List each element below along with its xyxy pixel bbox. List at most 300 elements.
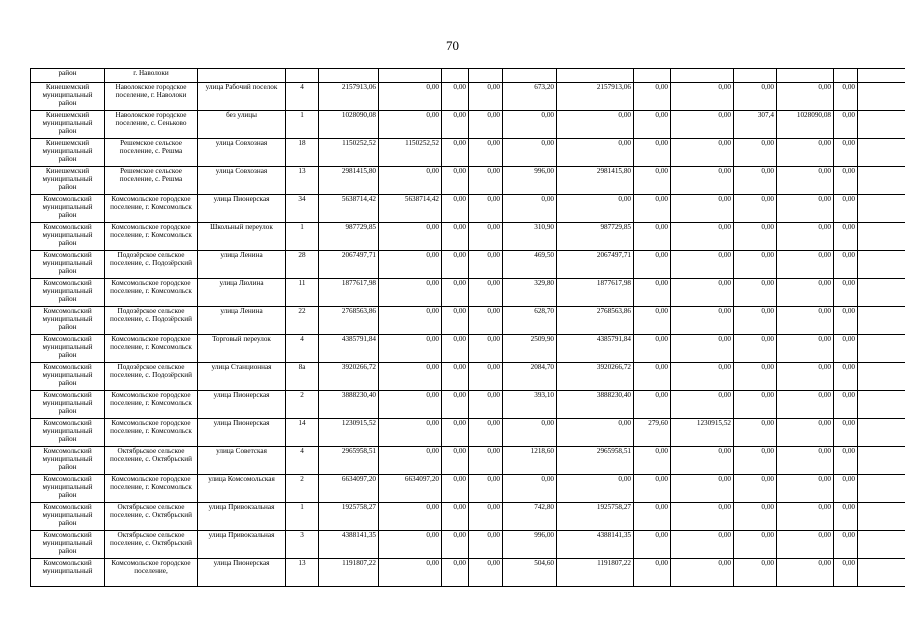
table-cell: 4385791,84 <box>557 335 634 363</box>
table-cell: Комсомольское городское поселение, г. Комсомольск <box>105 335 198 363</box>
table-cell: Комсомольский муниципальный район <box>31 223 105 251</box>
table-cell: 0,00 <box>671 251 734 279</box>
table-cell: 0,00 <box>734 223 777 251</box>
table-cell: 0,00 <box>469 279 503 307</box>
table-cell: район <box>31 69 105 83</box>
table-cell: 0,00 <box>671 279 734 307</box>
table-cell: 4 <box>286 83 319 111</box>
table-cell: 0,00 <box>469 559 503 587</box>
table-cell <box>198 69 286 83</box>
table-cell: 34 <box>286 195 319 223</box>
table-cell: 0,00 <box>777 475 834 503</box>
table-cell: 0,00 <box>634 139 671 167</box>
table-cell: 0,00 <box>734 391 777 419</box>
table-cell: Комсомольский муниципальный район <box>31 503 105 531</box>
table-cell-empty <box>858 139 905 167</box>
table-cell-empty <box>858 335 905 363</box>
table-cell: 0,00 <box>777 83 834 111</box>
table-cell: Комсомольское городское поселение, г. Комсомольск <box>105 195 198 223</box>
table-cell: 279,60 <box>634 419 671 447</box>
table-cell: 0,00 <box>442 139 469 167</box>
table-cell: 0,00 <box>777 559 834 587</box>
table-cell: 4385791,84 <box>319 335 379 363</box>
table-cell: 0,00 <box>634 475 671 503</box>
table-cell-empty <box>858 111 905 139</box>
table-row <box>31 111 905 139</box>
table-cell: 0,00 <box>442 531 469 559</box>
table-cell: 0,00 <box>379 307 442 335</box>
table-cell: 0,00 <box>379 251 442 279</box>
table-cell: улица Пионерская <box>198 391 286 419</box>
table-cell: Комсомольский муниципальный район <box>31 195 105 223</box>
table-cell: 0,00 <box>671 195 734 223</box>
table-cell: 0,00 <box>557 111 634 139</box>
table-cell: 0,00 <box>834 195 858 223</box>
table-cell: 0,00 <box>671 447 734 475</box>
table-cell: 0,00 <box>671 307 734 335</box>
table-cell: Наволокское городское поселение, с. Сеньково <box>105 111 198 139</box>
table-cell: 0,00 <box>469 419 503 447</box>
table-cell: 1 <box>286 503 319 531</box>
table-cell: Комсомольский муниципальный район <box>31 335 105 363</box>
table-cell: 987729,85 <box>557 223 634 251</box>
table-cell: улица Люлина <box>198 279 286 307</box>
table-cell: улица Пионерская <box>198 419 286 447</box>
table-cell: 0,00 <box>634 279 671 307</box>
table-cell: 0,00 <box>469 447 503 475</box>
table-cell: Подозёрское сельское поселение, с. Подозёрский <box>105 251 198 279</box>
table-cell: 0,00 <box>777 167 834 195</box>
table-cell: 1028090,08 <box>319 111 379 139</box>
table-cell-empty <box>858 391 905 419</box>
table-cell: улица Советская <box>198 447 286 475</box>
table-cell: 0,00 <box>379 83 442 111</box>
table-cell: 469,50 <box>503 251 557 279</box>
table-cell: 0,00 <box>834 111 858 139</box>
table-cell: 0,00 <box>557 419 634 447</box>
table-cell: 0,00 <box>777 195 834 223</box>
table-cell: 0,00 <box>671 531 734 559</box>
table-cell: 0,00 <box>557 139 634 167</box>
table-cell <box>634 69 671 83</box>
table-cell: 0,00 <box>834 391 858 419</box>
table-cell <box>442 69 469 83</box>
table-cell: 5638714,42 <box>319 195 379 223</box>
table-cell: 8а <box>286 363 319 391</box>
table-cell: Комсомольский муниципальный район <box>31 307 105 335</box>
table-cell: 1230915,52 <box>671 419 734 447</box>
table-cell: 0,00 <box>671 363 734 391</box>
table-cell: 0,00 <box>671 139 734 167</box>
table-cell: 0,00 <box>777 335 834 363</box>
table-cell: 0,00 <box>734 559 777 587</box>
table-cell: Комсомольский муниципальный район <box>31 419 105 447</box>
table-cell: 2768563,86 <box>557 307 634 335</box>
table-cell: 0,00 <box>503 475 557 503</box>
table-cell: 0,00 <box>834 447 858 475</box>
table-cell: 18 <box>286 139 319 167</box>
table-cell: 0,00 <box>671 559 734 587</box>
table-cell <box>557 69 634 83</box>
table-cell: улица Привокзальная <box>198 503 286 531</box>
table-cell <box>858 69 905 83</box>
table-cell: 0,00 <box>469 167 503 195</box>
table-cell: 0,00 <box>671 503 734 531</box>
table-cell: 0,00 <box>469 335 503 363</box>
table-cell: 996,00 <box>503 531 557 559</box>
table-cell: 0,00 <box>834 139 858 167</box>
table-cell: 0,00 <box>777 139 834 167</box>
table-cell: 6634097,20 <box>319 475 379 503</box>
table-cell: 0,00 <box>469 195 503 223</box>
table-cell-empty <box>858 167 905 195</box>
table-cell: 0,00 <box>557 195 634 223</box>
table-cell: 0,00 <box>379 447 442 475</box>
table-cell: 0,00 <box>834 559 858 587</box>
table-cell: Комсомольское городское поселение, г. Комсомольск <box>105 475 198 503</box>
table-cell: 742,80 <box>503 503 557 531</box>
table-cell: 1877617,98 <box>557 279 634 307</box>
table-cell: 0,00 <box>634 223 671 251</box>
table-cell: Комсомольский муниципальный район <box>31 475 105 503</box>
table-cell: 0,00 <box>442 111 469 139</box>
table-cell: 2157913,06 <box>319 83 379 111</box>
table-cell: 0,00 <box>734 363 777 391</box>
table-cell: Комсомольский муниципальный район <box>31 531 105 559</box>
table-cell: Школьный переулок <box>198 223 286 251</box>
table-row <box>31 167 905 195</box>
table-cell: 0,00 <box>442 279 469 307</box>
table-cell: 2768563,86 <box>319 307 379 335</box>
table-cell: 0,00 <box>777 279 834 307</box>
table-cell: 0,00 <box>834 335 858 363</box>
table-cell-empty <box>858 475 905 503</box>
table-cell: 4388141,35 <box>319 531 379 559</box>
table-cell: Октябрьское сельское поселение, с. Октябрьский <box>105 447 198 475</box>
table-cell: 0,00 <box>442 83 469 111</box>
table-cell: 2067497,71 <box>319 251 379 279</box>
table-cell: 0,00 <box>671 111 734 139</box>
table-cell: улица Совхозная <box>198 167 286 195</box>
table-cell: 0,00 <box>442 223 469 251</box>
table-cell: улица Пионерская <box>198 559 286 587</box>
table-cell <box>319 69 379 83</box>
table-cell: 996,00 <box>503 167 557 195</box>
table-cell: 329,80 <box>503 279 557 307</box>
table-cell: 1230915,52 <box>319 419 379 447</box>
table-cell: 2965958,51 <box>557 447 634 475</box>
table-cell: улица Ленина <box>198 251 286 279</box>
table-row <box>31 419 905 447</box>
table-cell: 1191807,22 <box>557 559 634 587</box>
table-cell: 0,00 <box>671 167 734 195</box>
table-row <box>31 195 905 223</box>
table-cell: 0,00 <box>734 503 777 531</box>
table-cell: 4388141,35 <box>557 531 634 559</box>
table-cell: 310,90 <box>503 223 557 251</box>
table-cell: 0,00 <box>503 139 557 167</box>
table-cell: 0,00 <box>834 307 858 335</box>
table-cell-empty <box>858 419 905 447</box>
table-row <box>31 559 905 587</box>
table-cell-empty <box>858 363 905 391</box>
table-cell: 0,00 <box>777 363 834 391</box>
table-cell: 0,00 <box>634 195 671 223</box>
table-cell-empty <box>858 83 905 111</box>
table-cell: улица Рабочий поселок <box>198 83 286 111</box>
table-cell: без улицы <box>198 111 286 139</box>
table-cell: Комсомольское городское поселение, г. Комсомольск <box>105 419 198 447</box>
table-cell: 0,00 <box>634 167 671 195</box>
table-cell-empty <box>858 559 905 587</box>
table-cell: 0,00 <box>777 531 834 559</box>
table-cell: 3888230,40 <box>319 391 379 419</box>
table-cell: 0,00 <box>379 391 442 419</box>
table-cell: 0,00 <box>734 475 777 503</box>
table-cell: 0,00 <box>469 363 503 391</box>
table-cell: 0,00 <box>442 335 469 363</box>
table-cell <box>671 69 734 83</box>
table-cell <box>469 69 503 83</box>
table-cell: 0,00 <box>442 251 469 279</box>
table-cell: 987729,85 <box>319 223 379 251</box>
table-cell: Комсомольский муниципальный район <box>31 391 105 419</box>
table-cell-empty <box>858 251 905 279</box>
table-cell: 0,00 <box>442 419 469 447</box>
table-cell: 0,00 <box>634 335 671 363</box>
table-cell: улица Ленина <box>198 307 286 335</box>
table-cell: 0,00 <box>469 251 503 279</box>
table-cell: 504,60 <box>503 559 557 587</box>
table-cell: 0,00 <box>469 391 503 419</box>
table-cell: 22 <box>286 307 319 335</box>
table-cell: 0,00 <box>469 503 503 531</box>
table-row <box>31 223 905 251</box>
table-cell-empty <box>858 195 905 223</box>
table-cell: 0,00 <box>442 167 469 195</box>
table-cell: 0,00 <box>469 475 503 503</box>
table-cell: 0,00 <box>777 391 834 419</box>
table-cell: 0,00 <box>634 559 671 587</box>
table-cell: Подозёрское сельское поселение, с. Подозёрский <box>105 363 198 391</box>
table-cell: 0,00 <box>469 531 503 559</box>
table-cell: Комсомольский муниципальный район <box>31 447 105 475</box>
table-cell: 0,00 <box>634 391 671 419</box>
table-cell: 13 <box>286 559 319 587</box>
table-cell: 0,00 <box>634 307 671 335</box>
table-cell: 0,00 <box>834 503 858 531</box>
table-cell: 0,00 <box>734 419 777 447</box>
table-cell: 0,00 <box>442 447 469 475</box>
table-cell: 1877617,98 <box>319 279 379 307</box>
table-cell: Октябрьское сельское поселение, с. Октябрьский <box>105 531 198 559</box>
table-cell: 0,00 <box>379 111 442 139</box>
table-cell: 0,00 <box>734 139 777 167</box>
table-cell: 1028090,08 <box>777 111 834 139</box>
table-cell: 0,00 <box>777 251 834 279</box>
table-cell: 0,00 <box>379 335 442 363</box>
table-cell: 14 <box>286 419 319 447</box>
table-cell: 0,00 <box>671 223 734 251</box>
table-cell-empty <box>858 279 905 307</box>
table-cell: 0,00 <box>834 475 858 503</box>
table-cell: 0,00 <box>777 223 834 251</box>
table-cell: 628,70 <box>503 307 557 335</box>
table-cell: Комсомольский муниципальный район <box>31 363 105 391</box>
table-cell: 2981415,80 <box>319 167 379 195</box>
table-cell: 4 <box>286 447 319 475</box>
table-cell: Кинешемский муниципальный район <box>31 111 105 139</box>
table-cell-empty <box>858 307 905 335</box>
table-cell: 5638714,42 <box>379 195 442 223</box>
table-cell: 1150252,52 <box>379 139 442 167</box>
table-cell: 0,00 <box>442 307 469 335</box>
table-cell <box>734 69 777 83</box>
table-cell: Кинешемский муниципальный район <box>31 139 105 167</box>
table-cell: 0,00 <box>379 223 442 251</box>
table-cell: 0,00 <box>469 111 503 139</box>
table-cell: Подозёрское сельское поселение, с. Подозёрский <box>105 307 198 335</box>
table-cell: 2 <box>286 391 319 419</box>
table-cell: Комсомольский муниципальный район <box>31 251 105 279</box>
table-cell: 0,00 <box>834 251 858 279</box>
table-cell: Октябрьское сельское поселение, с. Октябрьский <box>105 503 198 531</box>
table-cell: 0,00 <box>734 279 777 307</box>
table-cell: 673,20 <box>503 83 557 111</box>
table-cell: 0,00 <box>834 167 858 195</box>
table-cell: 0,00 <box>469 223 503 251</box>
table-row <box>31 335 905 363</box>
table-cell: 0,00 <box>442 195 469 223</box>
table-cell-empty <box>858 503 905 531</box>
table-cell: 1191807,22 <box>319 559 379 587</box>
table-cell: 0,00 <box>442 503 469 531</box>
table-cell: 0,00 <box>442 363 469 391</box>
table-cell: 393,10 <box>503 391 557 419</box>
table-cell-empty <box>858 223 905 251</box>
table-cell: 0,00 <box>379 279 442 307</box>
table-cell: 0,00 <box>469 139 503 167</box>
table-row <box>31 503 905 531</box>
table-row-continuation <box>31 69 905 83</box>
table-cell: 0,00 <box>442 559 469 587</box>
table-cell: 0,00 <box>834 279 858 307</box>
table-cell: 0,00 <box>671 335 734 363</box>
page-number: 70 <box>446 38 459 53</box>
table-cell: 2509,90 <box>503 335 557 363</box>
table-cell: Комсомольское городское поселение, г. Комсомольск <box>105 223 198 251</box>
table-cell: 2981415,80 <box>557 167 634 195</box>
table-cell: 3888230,40 <box>557 391 634 419</box>
table-cell <box>379 69 442 83</box>
data-table <box>30 68 905 587</box>
table-cell: Кинешемский муниципальный район <box>31 83 105 111</box>
table-cell: 0,00 <box>634 111 671 139</box>
table-cell: 0,00 <box>379 363 442 391</box>
table-cell: 0,00 <box>671 475 734 503</box>
table-cell: 0,00 <box>671 391 734 419</box>
table-cell: Решемское сельское поселение, с. Решма <box>105 139 198 167</box>
table-cell: 307,4 <box>734 111 777 139</box>
table-row <box>31 279 905 307</box>
table-cell-empty <box>858 531 905 559</box>
table-cell: г. Наволоки <box>105 69 198 83</box>
table-row <box>31 251 905 279</box>
table-cell: 0,00 <box>442 391 469 419</box>
table-cell <box>503 69 557 83</box>
table-cell: Комсомольский муниципальный район <box>31 279 105 307</box>
table-cell: Кинешемский муниципальный район <box>31 167 105 195</box>
table-cell: 0,00 <box>734 167 777 195</box>
table-cell: 1 <box>286 223 319 251</box>
table-cell: 0,00 <box>671 83 734 111</box>
table-row <box>31 363 905 391</box>
table-cell: улица Совхозная <box>198 139 286 167</box>
table-cell: Наволокское городское поселение, г. Наволоки <box>105 83 198 111</box>
table-cell: 1925758,27 <box>319 503 379 531</box>
table-row <box>31 531 905 559</box>
table-cell: 0,00 <box>734 195 777 223</box>
table-row <box>31 307 905 335</box>
table-cell: 0,00 <box>379 167 442 195</box>
table-cell: улица Станционная <box>198 363 286 391</box>
table-cell: 0,00 <box>634 503 671 531</box>
table-cell: Комсомольское городское поселение, <box>105 559 198 587</box>
table-cell: 0,00 <box>634 83 671 111</box>
table-cell: 2067497,71 <box>557 251 634 279</box>
table-cell: улица Привокзальная <box>198 531 286 559</box>
table-row <box>31 447 905 475</box>
table-cell: Комсомольский муниципальный <box>31 559 105 587</box>
table-cell: 0,00 <box>557 475 634 503</box>
table-cell: 1 <box>286 111 319 139</box>
table-cell: Комсомольское городское поселение, г. Комсомольск <box>105 279 198 307</box>
table-cell <box>834 69 858 83</box>
table-cell: 4 <box>286 335 319 363</box>
table-cell: 0,00 <box>777 419 834 447</box>
table-cell-empty <box>858 447 905 475</box>
table-cell: 3920266,72 <box>557 363 634 391</box>
table-body <box>31 69 905 587</box>
table-cell <box>286 69 319 83</box>
table-cell: 3920266,72 <box>319 363 379 391</box>
table-cell: 0,00 <box>469 307 503 335</box>
table-cell: 0,00 <box>379 419 442 447</box>
table-cell: Решемское сельское поселение, с. Решма <box>105 167 198 195</box>
table-cell: 0,00 <box>734 251 777 279</box>
table-cell: 0,00 <box>777 503 834 531</box>
table-cell: 2965958,51 <box>319 447 379 475</box>
table-cell: 1218,60 <box>503 447 557 475</box>
table-cell: 0,00 <box>469 83 503 111</box>
table-cell: 11 <box>286 279 319 307</box>
table-cell: 0,00 <box>503 111 557 139</box>
table-cell: 6634097,20 <box>379 475 442 503</box>
table-cell: улица Пионерская <box>198 195 286 223</box>
table-cell: 0,00 <box>834 83 858 111</box>
table-cell <box>777 69 834 83</box>
table-cell: 0,00 <box>379 559 442 587</box>
table-cell: 0,00 <box>634 251 671 279</box>
table-cell: 0,00 <box>834 419 858 447</box>
table-cell: 28 <box>286 251 319 279</box>
table-cell: 13 <box>286 167 319 195</box>
table-cell: Комсомольское городское поселение, г. Комсомольск <box>105 391 198 419</box>
table-cell: 0,00 <box>777 307 834 335</box>
table-row <box>31 475 905 503</box>
table-cell: 0,00 <box>379 531 442 559</box>
table-cell: 0,00 <box>634 447 671 475</box>
